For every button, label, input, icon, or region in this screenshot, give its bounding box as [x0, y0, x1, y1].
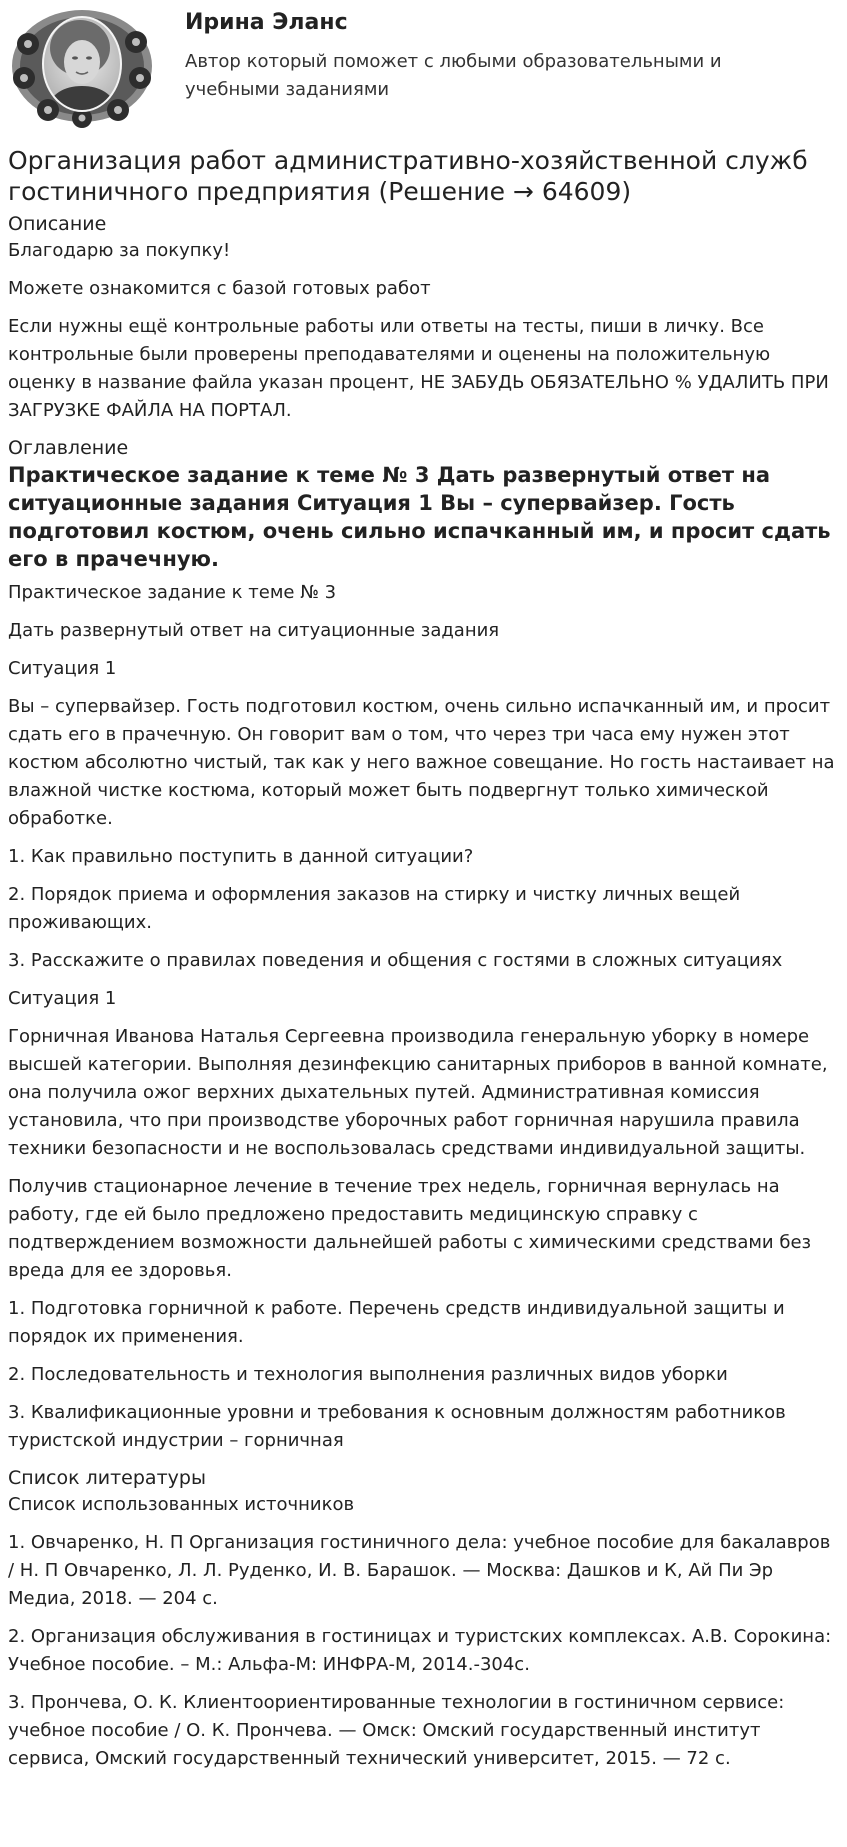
toc-paragraph: 1. Как правильно поступить в данной ситуации? [8, 846, 474, 867]
avatar-image [8, 6, 156, 128]
literature-item: 1. Овчаренко, Н. П Организация гостиничного дела: учебное пособие для бакалавров / Н. П Овчаренко, Л. Л. Руденко, И. В. Барашок. — Москва: Дашков и К, Ай Пи Эр Медиа, 2018. — 204 с. [8, 1532, 831, 1609]
toc-paragraph: 2. Порядок приема и оформления заказов на стирку и чистку личных вещей проживающих. [8, 884, 741, 933]
literature-label: Список литературы [8, 1467, 206, 1489]
toc-paragraph: Дать развернутый ответ на ситуационные задания [8, 620, 500, 641]
literature-item: 2. Организация обслуживания в гостиницах и туристских комплексах. А.В. Сорокина: Учебное пособие. – М.: Альфа-М: ИНФРА-М, 2014.-304с. [8, 1626, 832, 1675]
literature-heading: Список использованных источников [8, 1494, 355, 1515]
description-paragraph: Благодарю за покупку! [8, 240, 231, 261]
toc-paragraph: Ситуация 1 [8, 658, 117, 679]
literature-item: 3. Прончева, О. К. Клиентоориентированные технологии в гостиничном сервисе: учебное пособие / О. К. Прончева. — Омск: Омский государственный институт сервиса, Омский государственный технический университет, 2015. — 72 с. [8, 1692, 785, 1769]
toc-paragraph: 3. Квалификационные уровни и требования к основным должностям работников туристской индустрии – горничная [8, 1402, 786, 1451]
work-title: Организация работ административно-хозяйственной служб гостиничного предприятия (Решение → 64609) [8, 146, 808, 206]
description-paragraph: Если нужны ещё контрольные работы или ответы на тесты, пиши в личку. Все контрольные были проверены преподавателями и оценены на положительную оценку в название файла указан процент, НЕ ЗАБУДЬ ОБЯЗАТЕЛЬНО % УДАЛИТЬ ПРИ ЗАГРУЗКЕ ФАЙЛА НА ПОРТАЛ. [8, 316, 829, 421]
toc-label: Оглавление [8, 437, 129, 459]
author-name[interactable]: Ирина Эланс [185, 10, 348, 35]
toc-paragraph: 2. Последовательность и технология выполнения различных видов уборки [8, 1364, 728, 1385]
toc-paragraph: 3. Расскажите о правилах поведения и общения с гостями в сложных ситуациях [8, 950, 783, 971]
avatar[interactable] [8, 6, 156, 128]
toc-paragraph: Горничная Иванова Наталья Сергеевна производила генеральную уборку в номере высшей категории. Выполняя дезинфекцию санитарных приборов в ванной комнате, она получила ожог верхних дыхательных путей. Административная комиссия установила, что при производстве уборочных работ горничная нарушила правила техники безопасности и не воспользовалась средствами индивидуальной защиты. [8, 1026, 828, 1159]
author-description: Автор который поможет с любыми образовательными и учебными заданиями [185, 51, 722, 100]
work-content [8, 145, 840, 1783]
toc-paragraph: 1. Подготовка горничной к работе. Перечень средств индивидуальной защиты и порядок их применения. [8, 1298, 785, 1347]
toc-heading: Практическое задание к теме № 3 Дать развернутый ответ на ситуационные задания Ситуация 1 Вы – супервайзер. Гость подготовил костюм, очень сильно испачканный им, и просит сдать его в прачечную. [8, 463, 831, 571]
toc-paragraph: Получив стационарное лечение в течение трех недель, горничная вернулась на работу, где ей было предложено предоставить медицинскую справку с подтверждением возможности дальнейшей работы с химическими средствами без вреда для ее здоровья. [8, 1176, 812, 1281]
toc-paragraph: Практическое задание к теме № 3 [8, 582, 337, 603]
author-card [0, 0, 847, 140]
description-paragraph: Можете ознакомится с базой готовых работ [8, 278, 431, 299]
toc-paragraph: Вы – супервайзер. Гость подготовил костюм, очень сильно испачканный им, и просит сдать его в прачечную. Он говорит вам о том, что через три часа ему нужен этот костюм абсолютно чистый, так как у него важное совещание. Но гость настаивает на влажной чистке костюма, который может быть подвергнут только химической обработке. [8, 696, 835, 829]
toc-paragraph: Ситуация 1 [8, 988, 117, 1009]
description-label: Описание [8, 213, 107, 235]
